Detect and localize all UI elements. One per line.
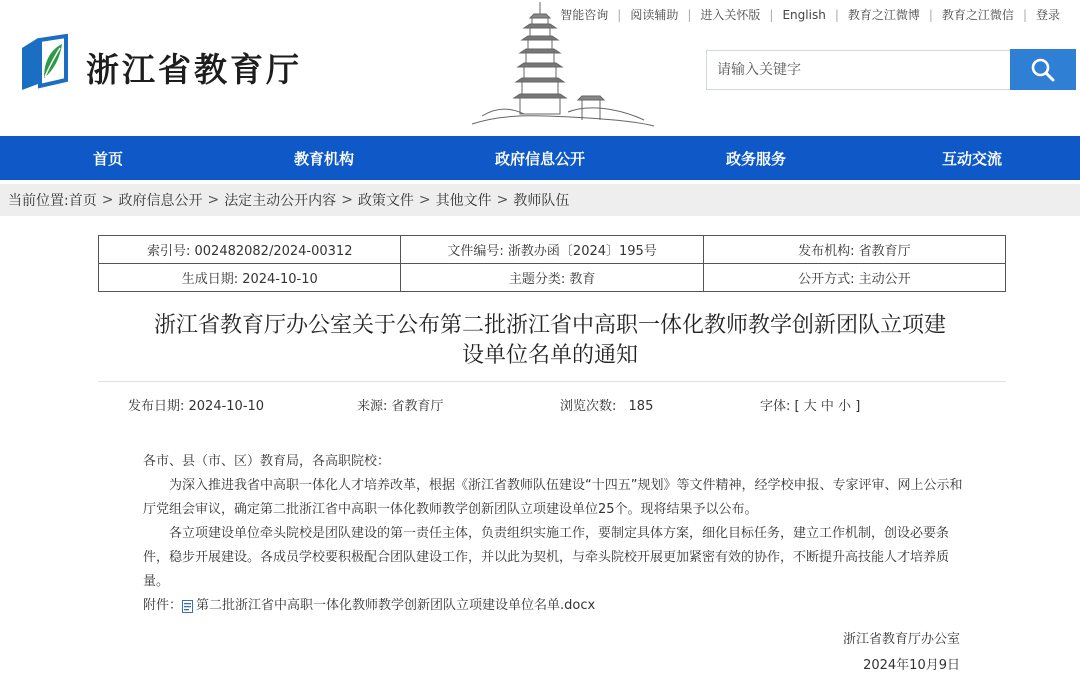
attachment-link[interactable]: 第二批浙江省中高职一体化教师教学创新团队立项建设单位名单.docx: [196, 598, 596, 613]
breadcrumb-prefix: 当前位置:: [8, 193, 69, 209]
attachment: [143, 594, 965, 618]
top-link-reading-aid[interactable]: 阅读辅助: [630, 8, 679, 22]
breadcrumb-item-policy[interactable]: 政策文件: [357, 193, 414, 209]
top-link-care-mode[interactable]: 进入关怀版: [700, 8, 761, 22]
search-icon: [1030, 57, 1056, 83]
article-title: [110, 311, 990, 371]
search-input[interactable]: [706, 50, 1010, 90]
article-source: 来源: 省教育厅: [357, 399, 444, 414]
publish-date: 发布日期: 2024-10-10: [128, 399, 265, 414]
nav-item-institutions[interactable]: 教育机构: [293, 149, 354, 168]
salutation: 各市、县（市、区）教育局，各高职院校：: [143, 454, 391, 469]
paragraph: 为深入推进我省中高职一体化人才培养改革，根据《浙江省教师队伍建设“十四五”规划》等文件精神，经学校申报、专家评审、网上公示和厅党组会审议，确定第二批浙江省中高职一体化教师教学创新团队立项建设单位25个。现将结果予以公布。: [143, 478, 963, 517]
font-size-label: 字体: [: [760, 399, 800, 414]
nav-item-interaction[interactable]: 互动交流: [941, 149, 1002, 168]
font-size-close: ]: [855, 399, 861, 414]
breadcrumb-item-home[interactable]: 首页: [68, 193, 97, 209]
view-count: [560, 395, 653, 414]
article-body: [143, 450, 965, 618]
meta-publisher: 发布机构: 省教育厅: [703, 236, 1005, 264]
site-logo-text[interactable]: 浙江省教育厅: [86, 50, 302, 89]
breadcrumb-item-other[interactable]: 其他文件: [435, 193, 492, 209]
breadcrumb-arrow-icon: >: [101, 192, 114, 208]
top-link-smart-consult[interactable]: 智能咨询: [560, 8, 609, 22]
breadcrumb: [0, 184, 1080, 216]
font-size-small-button[interactable]: 小: [838, 399, 852, 414]
signature-date: 2024年10月9日: [863, 658, 960, 673]
main-nav: [0, 136, 1080, 180]
meta-open-mode: 公开方式: 主动公开: [703, 264, 1005, 292]
meta-doc-no: 文件编号: 浙教办函〔2024〕195号: [401, 236, 703, 264]
font-size-large-button[interactable]: 大: [803, 399, 817, 414]
article-title-line1: 浙江省教育厅办公室关于公布第二批浙江省中高职一体化教师教学创新团队立项建: [153, 313, 946, 338]
breadcrumb-item-teachers[interactable]: 教师队伍: [513, 193, 570, 209]
top-link-english[interactable]: English: [782, 7, 826, 22]
site-header: [0, 0, 1080, 136]
attachment-label: 附件：: [143, 598, 183, 613]
search-button[interactable]: [1010, 49, 1076, 90]
meta-created-date: 生成日期: 2024-10-10: [99, 264, 401, 292]
breadcrumb-arrow-icon: >: [341, 192, 353, 208]
font-size-switcher: [760, 395, 860, 414]
signature-org: 浙江省教育厅办公室: [842, 632, 960, 647]
meta-category: 主题分类: 教育: [401, 264, 703, 292]
table-row: [99, 236, 1006, 264]
nav-item-services[interactable]: 政务服务: [725, 149, 786, 168]
nav-item-home[interactable]: 首页: [92, 149, 123, 168]
view-count-label: 浏览次数:: [560, 399, 617, 414]
document-meta-table: [98, 235, 1006, 292]
breadcrumb-arrow-icon: >: [418, 192, 431, 208]
table-row: [99, 264, 1006, 292]
title-divider: [98, 381, 1006, 382]
top-links-bar: 智能咨询 | 阅读辅助 | 进入关怀版 | English | 教育之江微博 | 教育之江微信 | 登录: [560, 7, 1060, 22]
nav-item-gov-info[interactable]: 政府信息公开: [494, 149, 585, 168]
top-link-wechat[interactable]: 教育之江微信: [941, 8, 1014, 22]
meta-index-no: 索引号: 002482082/2024-00312: [99, 236, 401, 264]
breadcrumb-item-gov-info[interactable]: 政府信息公开: [118, 193, 203, 209]
paragraph: 各立项建设单位牵头院校是团队建设的第一责任主体，负责组织实施工作，要制定具体方案，细化目标任务，建立工作机制，创设必要条件，稳步开展建设。各成员学校要积极配合团队建设工作，并以此为契机，与牵头院校开展更加紧密有效的协作，不断提升高技能人才培养质量。: [143, 526, 950, 589]
font-size-medium-button[interactable]: 中: [820, 399, 834, 414]
document-file-icon: [182, 600, 193, 613]
breadcrumb-arrow-icon: >: [496, 192, 509, 208]
view-count-value: 185: [628, 399, 654, 414]
top-link-login[interactable]: 登录: [1035, 8, 1060, 22]
breadcrumb-item-statutory[interactable]: 法定主动公开内容: [224, 193, 337, 209]
article-title-line2: 设单位名单的通知: [461, 343, 638, 368]
logo-icon[interactable]: [18, 34, 70, 92]
top-link-weibo[interactable]: 教育之江微博: [847, 8, 920, 22]
breadcrumb-arrow-icon: >: [207, 192, 220, 208]
